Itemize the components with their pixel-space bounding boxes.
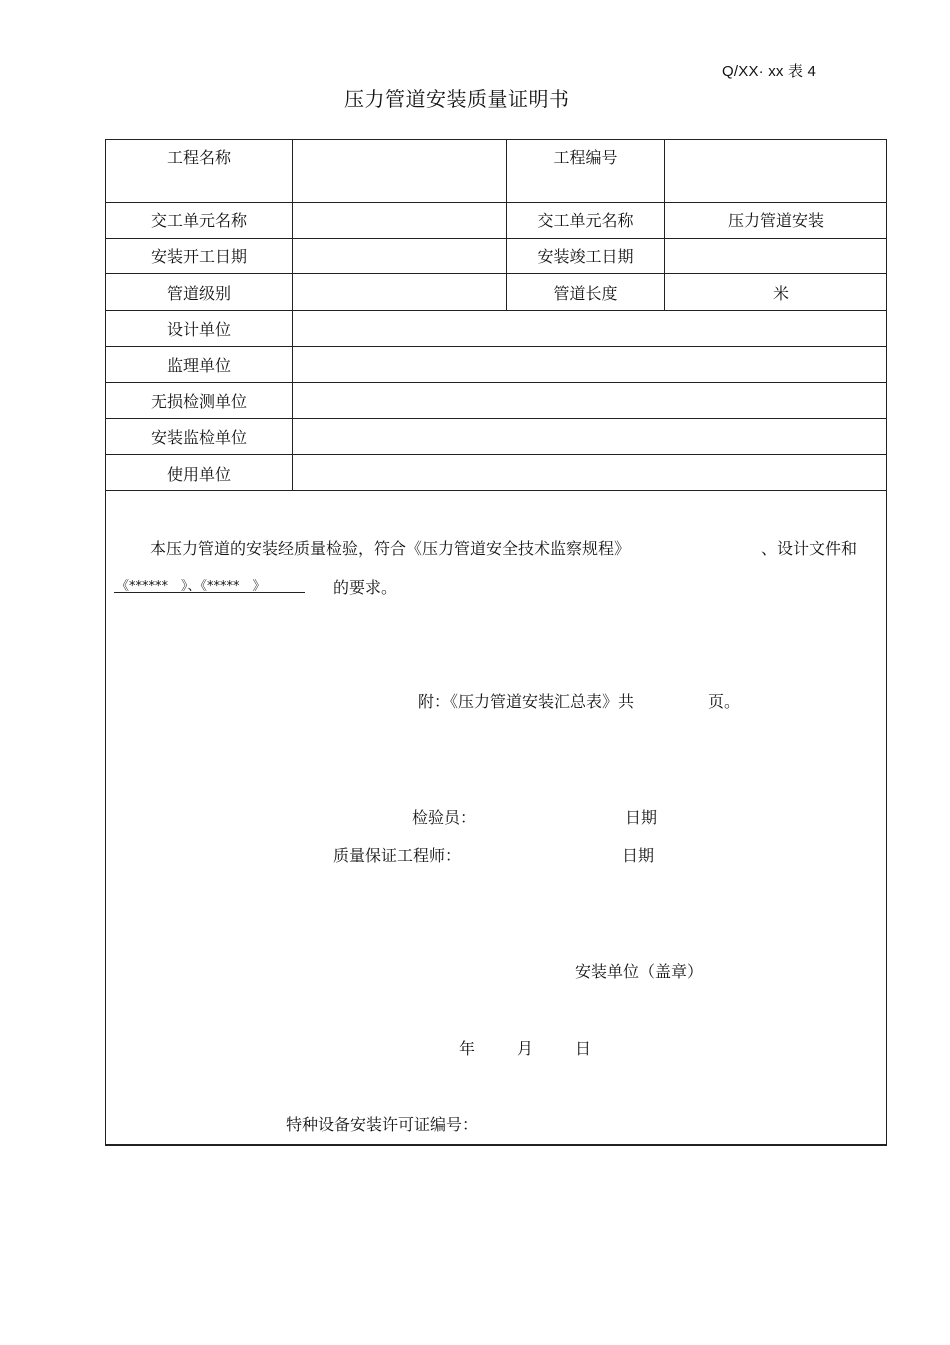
pipe-length-label: 管道长度: [553, 284, 618, 303]
supervision-unit-label: 监理单位: [166, 356, 231, 375]
grid-line: [105, 202, 887, 203]
day-label: 日: [575, 1039, 592, 1058]
project-name-label: 工程名称: [166, 148, 231, 167]
grid-line: [105, 238, 887, 239]
pipe-grade-label: 管道级别: [166, 284, 231, 303]
ndt-unit-label: 无损检测单位: [150, 392, 247, 411]
grid-line: [105, 310, 887, 311]
inspector-date-label: 日期: [625, 808, 658, 827]
project-no-value[interactable]: [665, 145, 887, 165]
installer-seal-label: 安装单位（盖章）: [575, 962, 704, 981]
handover-unit-label: 交工单元名称: [150, 211, 247, 230]
page-title: 压力管道安装质量证明书: [344, 87, 570, 111]
handover-unit-value-2: 压力管道安装: [727, 211, 824, 230]
grid-line: [105, 418, 887, 419]
project-no-label: 工程编号: [553, 148, 618, 167]
handover-unit-label-2: 交工单元名称: [537, 211, 634, 230]
pipe-length-unit: 米: [772, 284, 789, 303]
form-code: Q/XX· xx 表 4: [722, 63, 817, 80]
project-name-value[interactable]: [293, 145, 506, 165]
grid-line: [105, 346, 887, 347]
inspection-unit-label: 安装监检单位: [150, 428, 247, 447]
attachment-prefix: 附：《压力管道安装汇总表》共: [418, 692, 635, 711]
design-unit-label: 设计单位: [166, 320, 231, 339]
statement-line1-tail: 、设计文件和: [761, 539, 858, 558]
end-date-value[interactable]: [665, 244, 887, 264]
grid-line: [105, 382, 887, 383]
start-date-label: 安装开工日期: [150, 247, 247, 266]
statement-line1: 本压力管道的安装经质量检验，符合《压力管道安全技术监察规程》: [150, 539, 631, 558]
qa-engineer-label: 质量保证工程师：: [333, 846, 462, 865]
handover-unit-value[interactable]: [293, 208, 506, 228]
standards-underline: [114, 592, 305, 593]
inspector-label: 检验员：: [412, 808, 477, 827]
attachment-suffix: 页。: [708, 692, 741, 711]
grid-line: [105, 490, 887, 491]
month-label: 月: [517, 1039, 534, 1058]
year-label: 年: [459, 1039, 476, 1058]
grid-line: [105, 454, 887, 455]
start-date-value[interactable]: [293, 244, 506, 264]
end-date-label: 安装竣工日期: [537, 247, 634, 266]
statement-standards: 《****** 》、《***** 》: [116, 579, 266, 594]
user-unit-label: 使用单位: [166, 465, 231, 484]
qa-date-label: 日期: [622, 846, 655, 865]
license-label: 特种设备安装许可证编号：: [286, 1115, 479, 1134]
pipe-grade-value[interactable]: [293, 281, 506, 301]
grid-line: [105, 273, 887, 274]
statement-line2-tail: 的要求。: [333, 578, 398, 597]
grid-line: [292, 139, 293, 490]
